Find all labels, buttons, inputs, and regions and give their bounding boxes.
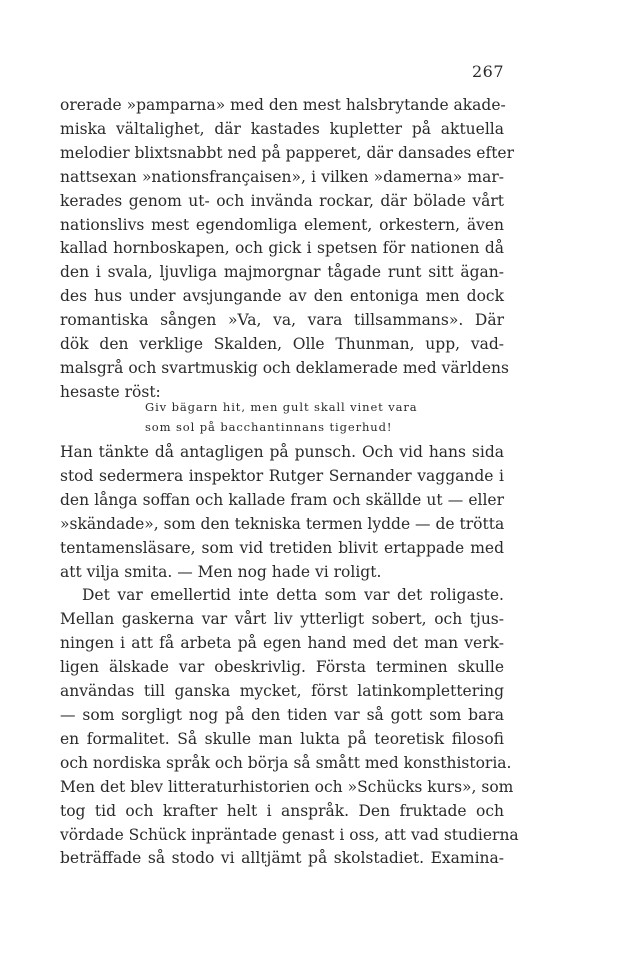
page-number: 267 — [471, 62, 504, 81]
text-line: malsgrå och svartmuskig och deklamerade med världens — [60, 358, 509, 377]
text-line: stod sedermera inspektor Rutger Sernander vaggande i — [60, 466, 504, 485]
text-line: och nordiska språk och börja så smått med konsthistoria. — [60, 753, 512, 772]
text-line: tog tid och krafter helt i anspråk. Den fruktade och — [60, 801, 504, 820]
text-line: hesaste röst: — [60, 382, 161, 401]
text-line: Men det blev litteraturhistorien och »Schücks kurs», som — [60, 777, 514, 796]
text-line: vördade Schück inpräntade genast i oss, att vad studierna — [60, 825, 519, 844]
text-line: den i svala, ljuvliga majmorgnar tågade runt sitt ägan- — [60, 263, 504, 282]
text-line: kerades genom ut- och invända rockar, där bölade vårt — [60, 191, 504, 210]
text-line: romantiska sången »Va, va, vara tillsammans». Där — [60, 311, 504, 330]
paragraph-1 — [60, 94, 515, 405]
quote-line: Giv bägarn hit, men gult skall vinet vara — [145, 400, 418, 414]
quote-line: som sol på bacchantinnans tigerhud! — [145, 420, 393, 434]
text-line: orerade »pamparna» med den mest halsbrytande akade- — [60, 96, 506, 114]
text-line: ligen älskade var obeskrivlig. Första terminen skulle — [60, 658, 504, 677]
text-line: melodier blixtsnabbt ned på papperet, där dansades efter — [60, 143, 515, 162]
text-line: — som sorgligt nog på den tiden var så gott som bara — [60, 705, 504, 724]
text-line: dök den verklige Skalden, Olle Thunman, upp, vad- — [60, 335, 504, 354]
text-line: att vilja smita. — Men nog hade vi roligt. — [60, 562, 382, 581]
text-line: des hus under avsjungande av den entoniga men dock — [60, 287, 504, 306]
text-line: ningen i att få arbeta på egen hand med det man verk- — [60, 634, 504, 653]
text-line: tentamensläsare, som vid tretiden blivit ertappade med — [60, 538, 504, 557]
text-line: den långa soffan och kallade fram och skällde ut — eller — [60, 490, 504, 509]
text-line: »skändade», som den tekniska termen lydde — de trötta — [60, 514, 505, 533]
text-line: Han tänkte då antagligen på punsch. Och vid hans sida — [60, 443, 504, 461]
text-line: beträffade så stodo vi alltjämt på skolstadiet. Examina- — [60, 849, 504, 868]
text-line: kallad hornboskapen, och gick i spetsen för nationen då — [60, 239, 504, 258]
text-line: användas till ganska mycket, först latinkomplettering — [60, 682, 504, 701]
verse-quote — [145, 397, 445, 437]
text-line: Mellan gaskerna var vårt liv ytterligt sobert, och tjus- — [60, 610, 504, 629]
text-line: nattsexan »nationsfrançaisen», i vilken »damerna» mar- — [60, 167, 504, 186]
text-line: miska vältalighet, där kastades kupletter på aktuella — [60, 119, 504, 138]
text-line: nationslivs mest egendomliga element, orkestern, även — [60, 215, 504, 234]
paragraph-2 — [60, 441, 519, 871]
text-line: Det var emellertid inte detta som var det roligaste. — [82, 586, 504, 605]
text-line: en formalitet. Så skulle man lukta på teoretisk filosofi — [60, 729, 504, 748]
